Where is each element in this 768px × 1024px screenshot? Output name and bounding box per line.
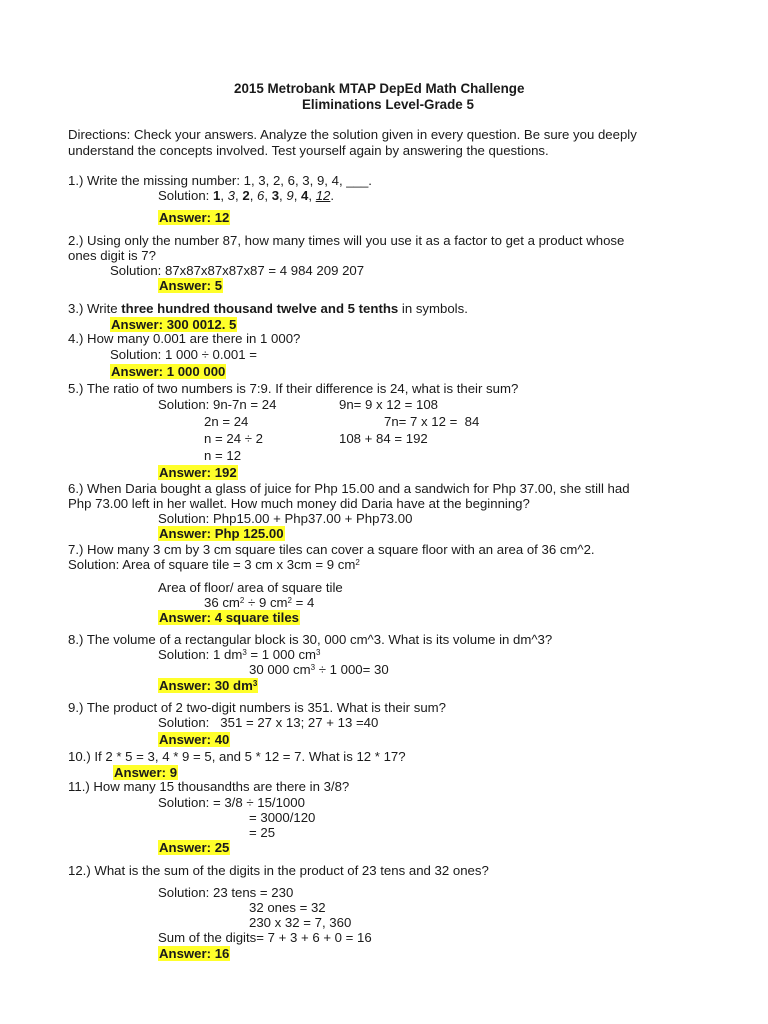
q1-answer: Answer: 12: [159, 210, 230, 225]
q12-solution-4: Sum of the digits= 7 + 3 + 6 + 0 = 16: [158, 930, 372, 945]
q8-answer: Answer: 30 $dm^3$: [159, 678, 258, 693]
title-line-1: 2015 Metrobank MTAP DepEd Math Challenge: [234, 81, 525, 96]
q2-answer: Answer: 5: [159, 278, 223, 293]
q3-answer: Answer: 300 0012. 5: [111, 317, 237, 332]
q12-solution-3: 230 x 32 = 7, 360: [249, 915, 352, 930]
q7-solution-label: Area of floor/ area of square tile: [158, 580, 343, 595]
q5-solution-calc-3: 108 + 84 = 192: [339, 431, 428, 446]
q9-question: 9.) The product of 2 two-digit numbers is 351. What is their sum?: [68, 700, 446, 715]
q5-answer: Answer: 192: [159, 465, 237, 480]
q5-solution-step-2: 2n = 24: [204, 414, 249, 429]
q1-solution: Solution: 1, 3, 2, 6, 3, 9, 4, 12.: [158, 188, 335, 203]
q12-answer: Answer: 16: [159, 946, 230, 961]
q8-solution-1: Solution: 1 $dm^3 = 1$ 000 $cm^3$: [158, 647, 321, 662]
q1-question: 1.) Write the missing number: 1, 3, 2, 6, 3, 9, 4, ___.: [68, 173, 372, 188]
q6-question-line-2: Php 73.00 left in her wallet. How much money did Daria have at the beginning?: [68, 496, 530, 511]
q4-solution: Solution: 1 000 ÷ 0.001 =: [110, 347, 257, 362]
title-line-2: Eliminations Level-Grade 5: [302, 97, 474, 112]
q11-question: 11.) How many 15 thousandths are there in 3/8?: [68, 779, 350, 794]
q8-question: 8.) The volume of a rectangular block is 30, 000 cm^3. What is its volume in dm^3?: [68, 632, 553, 647]
q2-solution: Solution: 87x87x87x87x87 = 4 984 209 207: [110, 263, 365, 278]
q11-answer: Answer: 25: [159, 840, 230, 855]
q2-question-line-1: 2.) Using only the number 87, how many times will you use it as a factor to get a product whose: [68, 233, 625, 248]
q6-question-line-1: 6.) When Daria bought a glass of juice for Php 15.00 and a sandwich for Php 37.00, she still had: [68, 481, 630, 496]
q12-question: 12.) What is the sum of the digits in the product of 23 tens and 32 ones?: [68, 863, 489, 878]
q4-question: 4.) How many 0.001 are there in 1 000?: [68, 331, 301, 346]
q7-question: 7.) How many 3 cm by 3 cm square tiles can cover a square floor with an area of 36 cm^2.: [68, 542, 595, 557]
q7-answer: Answer: 4 square tiles: [159, 610, 299, 625]
q9-answer: Answer: 40: [159, 732, 230, 747]
q6-answer: Answer: Php 125.00: [159, 526, 284, 541]
q2-question-line-2: ones digit is 7?: [68, 248, 156, 263]
q11-solution-3: = 25: [249, 825, 276, 840]
q5-solution-calc-2: 7n= 7 x 12 = 84: [384, 414, 480, 429]
q6-solution: Solution: Php15.00 + Php37.00 + Php73.00: [158, 511, 413, 526]
q12-solution-2: 32 ones = 32: [249, 900, 326, 915]
q5-solution-step-3: n = 24 ÷ 2: [204, 431, 263, 446]
q5-solution-step-4: n = 12: [204, 448, 242, 463]
q11-solution-2: = 3000/120: [249, 810, 316, 825]
q10-answer: Answer: 9: [114, 765, 178, 780]
directions-line-1: Directions: Check your answers. Analyze the solution given in every question. Be sure you deeply: [68, 127, 637, 142]
q7-solution-calc: 36 $cm^2 \div 9$ $cm^2 = 4$: [204, 595, 315, 610]
q5-solution-calc-1: 9n= 9 x 12 = 108: [339, 397, 438, 412]
q11-solution-1: Solution: = 3/8 ÷ 15/1000: [158, 795, 305, 810]
q8-solution-2: 30 000 $cm^3 \div 1$ 000= 30: [249, 662, 389, 677]
q3-question: 3.) Write three hundred thousand twelve and 5 tenths in symbols.: [68, 301, 468, 316]
q5-question: 5.) The ratio of two numbers is 7:9. If their difference is 24, what is their sum?: [68, 381, 519, 396]
directions-line-2: understand the concepts involved. Test yourself again by answering the questions.: [68, 143, 549, 158]
q10-question: 10.) If 2 * 5 = 3, 4 * 9 = 5, and 5 * 12 = 7. What is 12 * 17?: [68, 749, 406, 764]
q12-solution-1: Solution: 23 tens = 230: [158, 885, 294, 900]
q5-solution-step-1: Solution: 9n-7n = 24: [158, 397, 277, 412]
q4-answer: Answer: 1 000 000: [111, 364, 226, 379]
q7-solution: Solution: Area of square tile = 3 cm x 3cm = 9 $cm^2$: [68, 557, 360, 572]
q9-solution: Solution: 351 = 27 x 13; 27 + 13 =40: [158, 715, 379, 730]
